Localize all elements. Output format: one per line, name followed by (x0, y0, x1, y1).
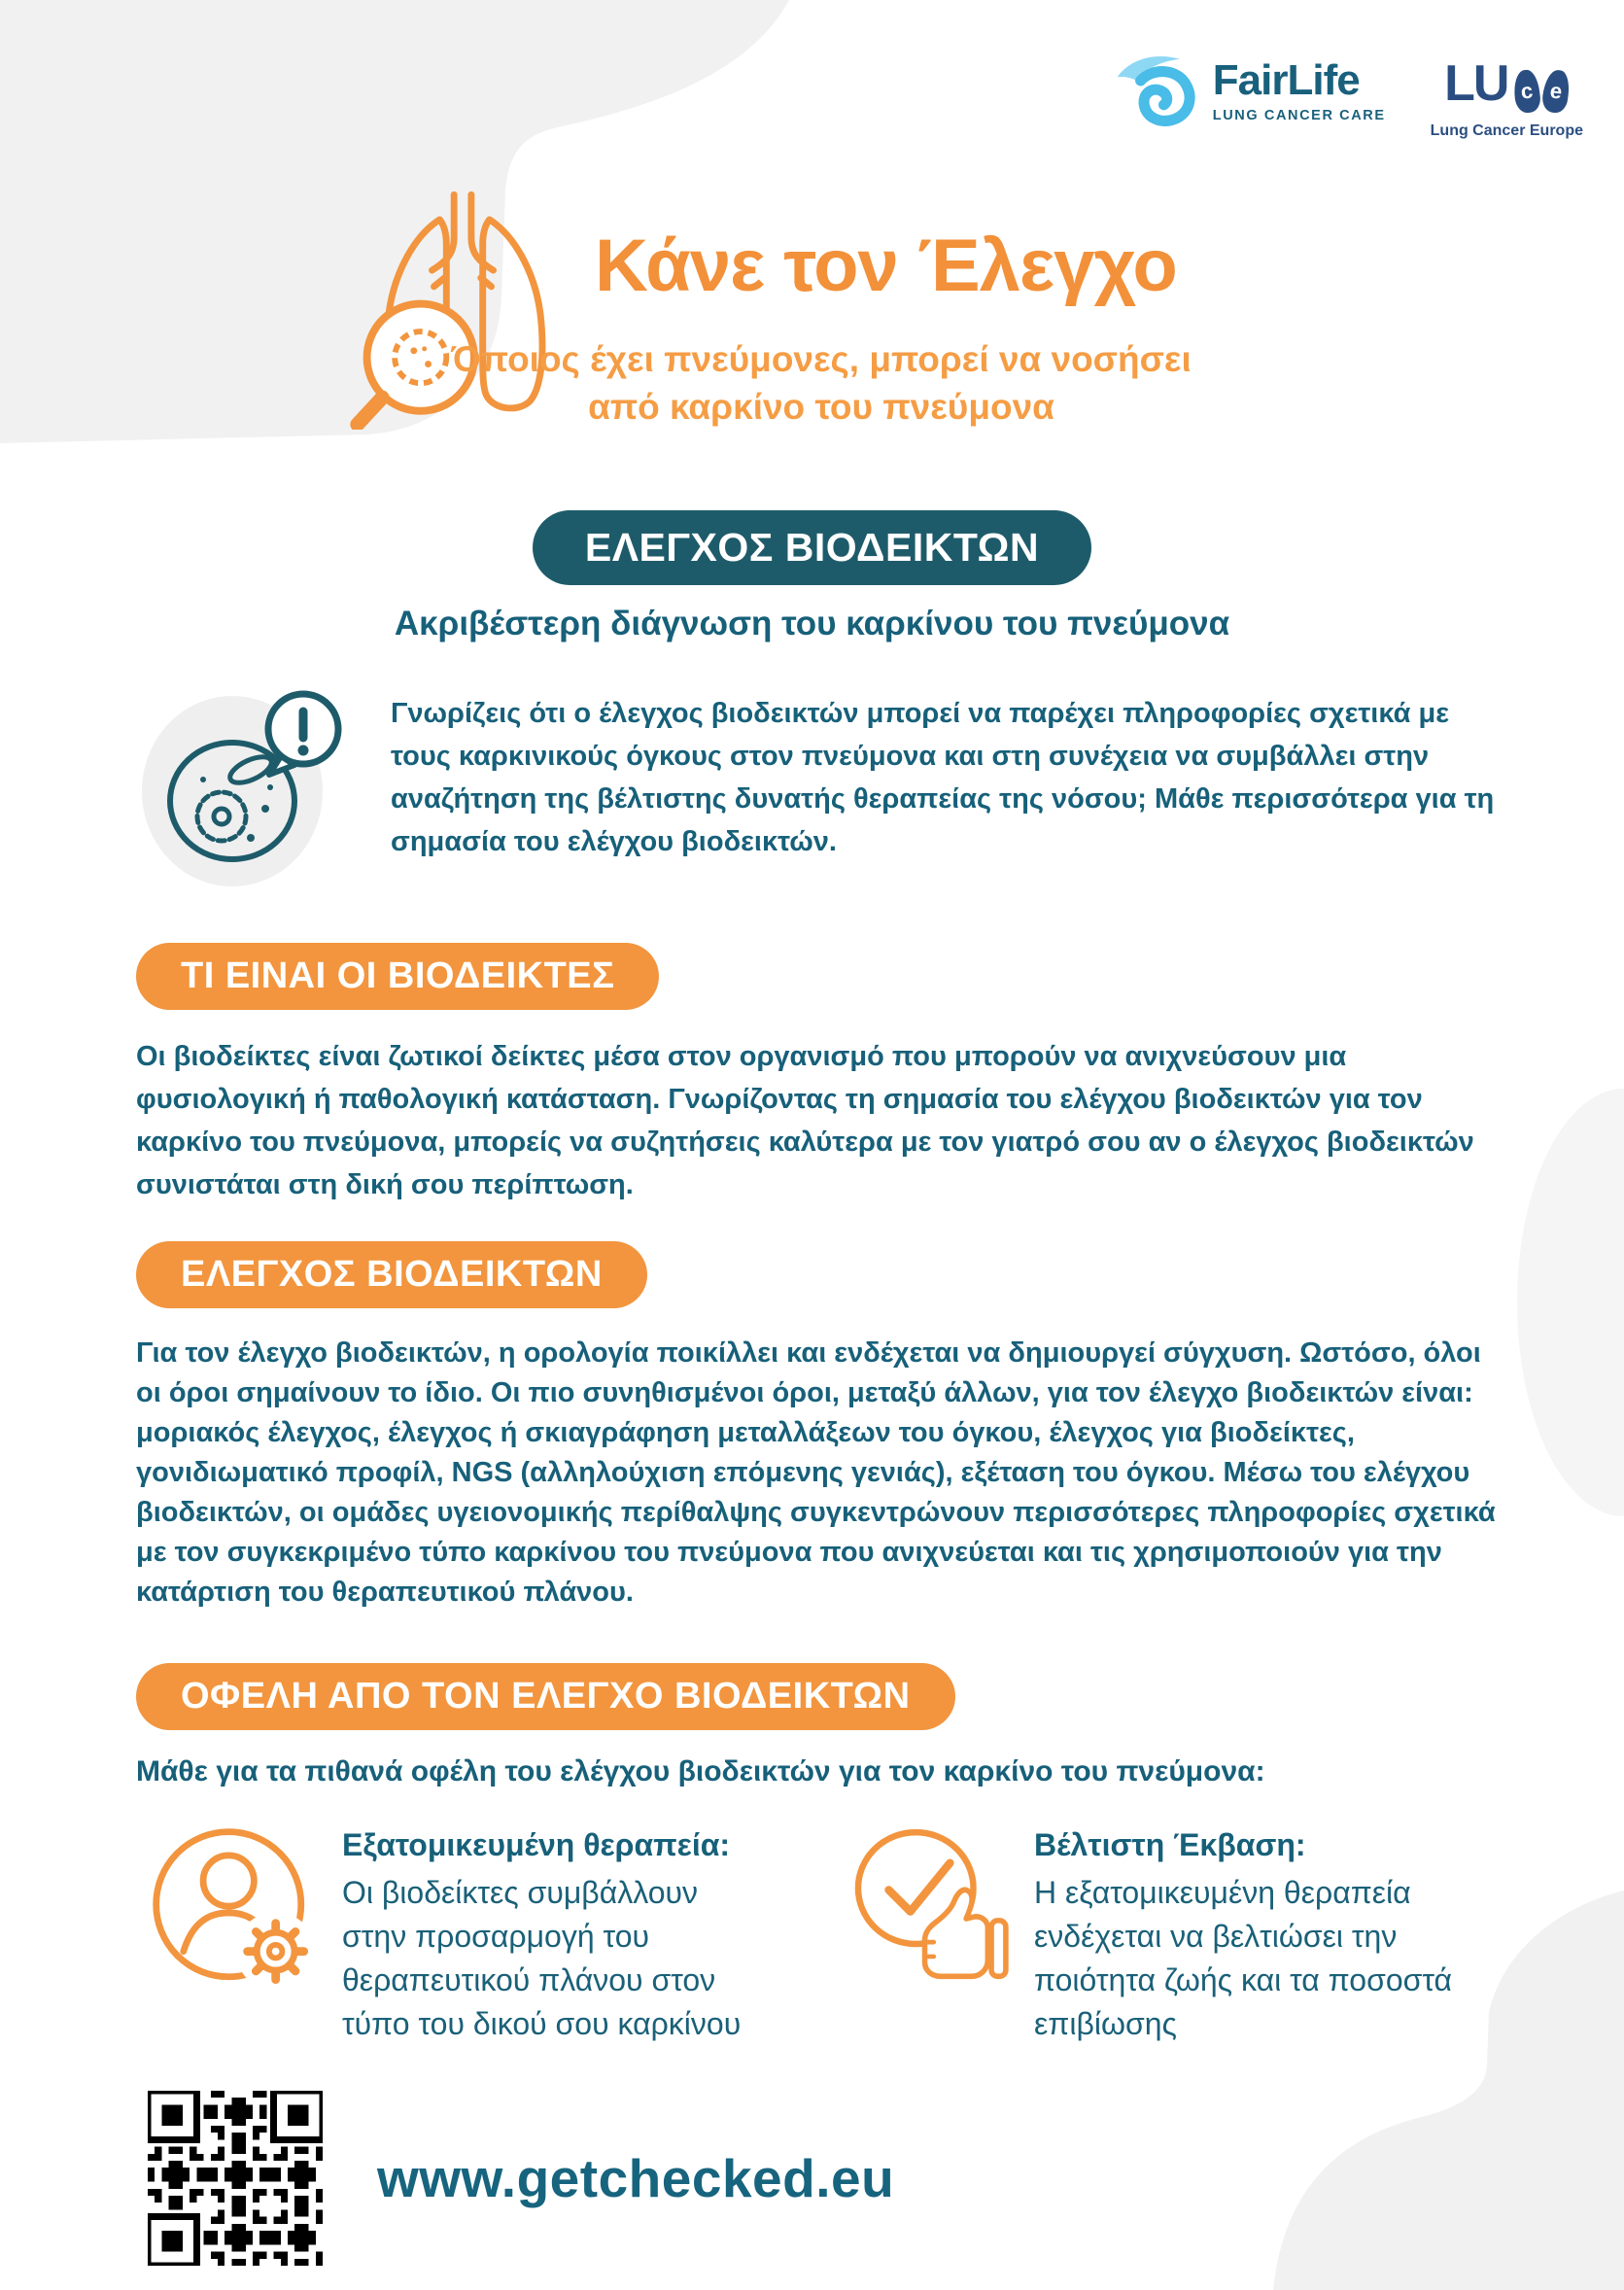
luce-lung-lobe-left-icon: c (1512, 69, 1542, 115)
page-subtitle (321, 335, 1322, 431)
luce-letters: LU (1444, 55, 1508, 112)
fairlife-logo (1114, 47, 1386, 136)
cell-alert-icon (142, 682, 332, 888)
person-gear-icon (146, 1822, 325, 2000)
biomarker-testing-badge: ΕΛΕΓΧΟΣ ΒΙΟΔΕΙΚΤΩΝ (533, 510, 1091, 585)
luce-caption: Lung Cancer Europe (1430, 122, 1583, 139)
intro-section (142, 682, 1624, 888)
benefits-lead: Μάθε για τα πιθανά οφέλη του ελέγχου βιοδεικτών για τον καρκίνο του πνεύμονα: (136, 1755, 1265, 1787)
website-url-link[interactable]: www.getchecked.eu (377, 2148, 895, 2208)
benefit-body: Η εξατομικευμένη θεραπεία ενδέχεται να βελτιώσει την ποιότητα ζωής και τα ποσοστά επιβίωσης (1034, 1875, 1453, 2041)
tagline: Ακριβέστερη διάγνωση του καρκίνου του πνεύμονα (394, 605, 1230, 642)
luce-logo (1431, 49, 1583, 140)
intro-paragraph: Γνωρίζεις ότι ο έλεγχος βιοδεικτών μπορεί να παρέχει πληροφορίες σχετικά με τους καρκινικούς όγκους στον πνεύμονα και στη συνέχεια να συμβάλλει στην αναζήτηση της βέλτιστης δυνατής θεραπείας της νόσου; Μάθε περισσότερα για τη σημασία του ελέγχου βιοδεικτών. (391, 698, 1495, 857)
fairlife-caption: LUNG CANCER CARE (1212, 108, 1386, 123)
fairlife-wordmark (1212, 56, 1386, 123)
section-heading-benefits: ΟΦΕΛΗ ΑΠΟ ΤΟΝ ΕΛΕΓΧΟ ΒΙΟΔΕΙΚΤΩΝ (136, 1663, 955, 1730)
fairlife-swirl-icon (1114, 47, 1203, 136)
luce-wordmark (1444, 49, 1569, 113)
benefits-row (146, 1822, 1624, 2046)
luce-lung-lobe-right-icon: e (1541, 69, 1572, 115)
thumbs-up-check-icon (846, 1822, 1017, 1993)
qr-code (148, 2091, 323, 2266)
page-title: Κάνε τον Έλεγχο (595, 225, 1177, 307)
page-subtitle-line1: Όποιος έχει πνεύμονες, μπορεί να νοσήσει (451, 339, 1192, 379)
section-heading-what-are-biomarkers: ΤΙ ΕΙΝΑΙ ΟΙ ΒΙΟΔΕΙΚΤΕΣ (136, 943, 659, 1010)
benefit-best-outcome (846, 1822, 1467, 2046)
hero-section (0, 185, 1624, 442)
benefit-personalised-treatment (146, 1822, 768, 2046)
section-body-what-are-biomarkers: Οι βιοδείκτες είναι ζωτικοί δείκτες μέσα στον οργανισμό που μπορούν να ανιχνεύσουν μια φυσιολογική ή παθολογική κατάσταση. Γνωρίζοντας τη σημασία του ελέγχου βιοδεικτών για τον καρκίνο του πνεύμονα, μπορείς να συζητήσεις καλύτερα με τον γιατρό σου αν ο έλεγχος βιοδεικτών συνιστάται στη δική σου περίπτωση. (136, 1041, 1474, 1200)
fairlife-name-part2: Life (1287, 56, 1360, 104)
section-heading-biomarker-testing: ΕΛΕΓΧΟΣ ΒΙΟΔΕΙΚΤΩΝ (136, 1241, 647, 1308)
section-body-biomarker-testing: Για τον έλεγχο βιοδεικτών, η ορολογία ποικίλλει και ενδέχεται να δημιουργεί σύγχυση. Ωστόσο, όλοι οι όροι σημαίνουν το ίδιο. Οι πιο συνηθισμένοι όροι, μεταξύ άλλων, για τον έλεγχο βιοδεικτών είναι: μοριακός έλεγχος, έλεγχος ή σκιαγράφηση μεταλλάξεων του όγκου, έλεγχος για βιοδείκτες, γονιδιωματικό προφίλ, NGS (αλληλούχιση επόμενης γενιάς), εξέταση του όγκου. Μέσω του ελέγχου βιοδεικτών, οι ομάδες υγειονομικής περίθαλψης συγκεντρώνουν περισσότερες πληροφορίες σχετικά με τον συγκεκριμένο τύπο καρκίνου του πνεύμονα που ανιχνεύεται και τις χρησιμοποιούν για την κατάρτιση του θεραπευτικού πλάνου. (136, 1337, 1496, 1608)
page-subtitle-line2: από καρκίνο του πνεύμονα (588, 387, 1054, 427)
benefit-title: Βέλτιστη Έκβαση: (1034, 1827, 1306, 1862)
logo-bar (1114, 47, 1583, 140)
benefit-body: Οι βιοδείκτες συμβάλλουν στην προσαρμογή του θεραπευτικού πλάνου στον τύπο του δικού σου καρκίνου (342, 1875, 742, 2041)
footer (148, 2091, 1624, 2266)
benefit-title: Εξατομικευμένη θεραπεία: (342, 1827, 731, 1862)
fairlife-name-part1: Fair (1212, 56, 1288, 104)
